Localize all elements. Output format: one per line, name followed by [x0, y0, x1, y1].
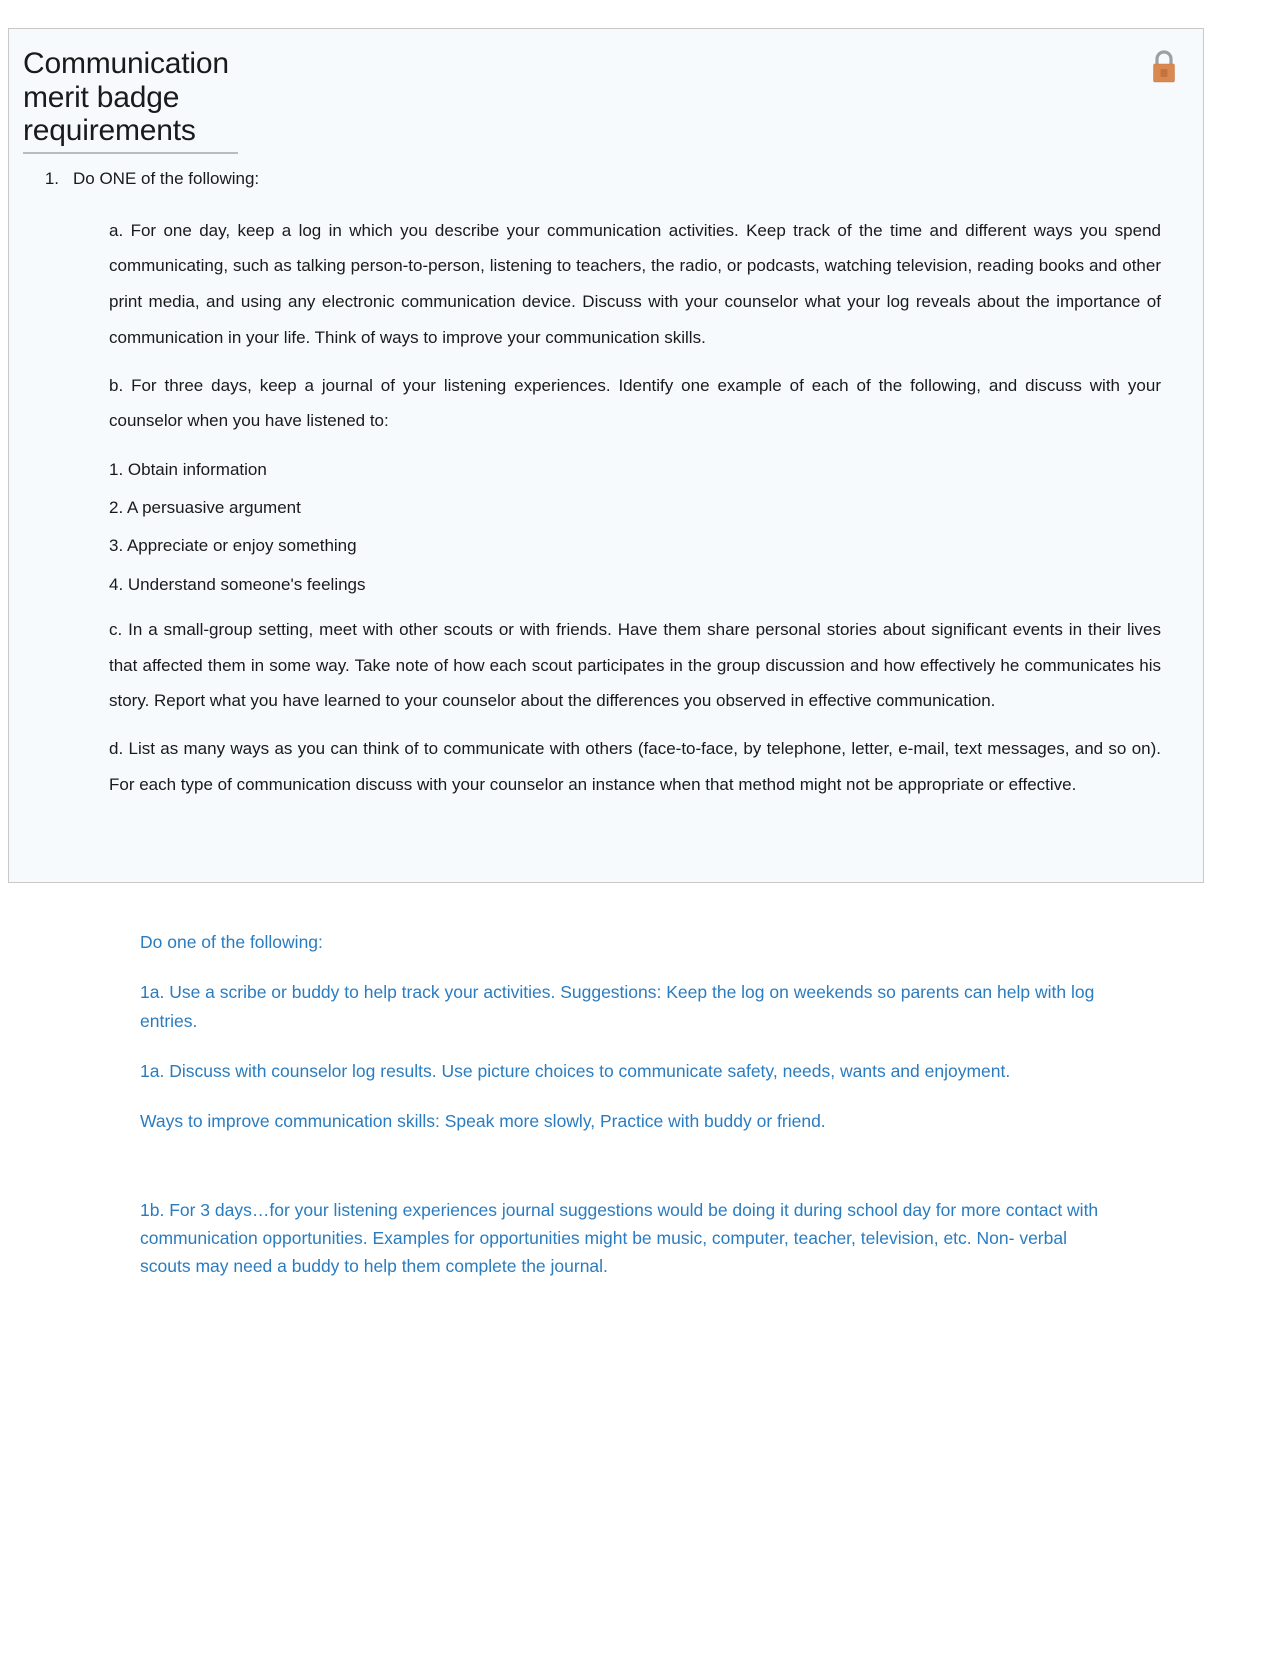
panel-body: [9, 159, 1203, 802]
panel-header: [9, 29, 1203, 159]
requirement-1: [35, 167, 1177, 191]
requirement-1c: c. In a small-group setting, meet with other scouts or with friends. Have them share personal stories about significant events in their lives that affected them in some way. Take note of how each scout participates in the group discussion and how effectively he communicates his story. Report what you have learned to your counselor about the differences you observed in effective communication.: [109, 619, 1161, 711]
requirement-1b-list: [109, 451, 1177, 604]
notes-heading: Do one of the following:: [140, 932, 323, 952]
notes-paragraph-1a-discuss: 1a. Discuss with counselor log results. Use picture choices to communicate safety, needs, wants and enjoyment.: [140, 1061, 1011, 1082]
list-item: 3. Appreciate or enjoy something: [109, 536, 357, 556]
notes-paragraph-1b-journal: 1b. For 3 days…for your listening experiences journal suggestions would be doing it during school day for more contact with communication opportunities. Examples for opportunities might be music, computer, teacher, television, etc. Non- verbal scouts may need a buddy to help them complete the journal.: [140, 1199, 1099, 1277]
list-item: 4. Understand someone's feelings: [109, 574, 366, 594]
requirement-1d: d. List as many ways as you can think of to communicate with others (face-to-face, by telephone, letter, e-mail, text messages, and so on). For each type of communication discuss with your counselor an instance when that method might not be appropriate or effective.: [109, 738, 1161, 794]
notes-paragraph-1a-scribe: 1a. Use a scribe or buddy to help track your activities. Suggestions: Keep the log on weekends so parents can help with log entries.: [140, 982, 1095, 1031]
lock-icon: [1149, 47, 1179, 87]
list-item: 2. A persuasive argument: [109, 498, 301, 518]
requirement-1a: a. For one day, keep a log in which you describe your communication activities. Keep track of the time and different ways you spend communicating, such as talking person-to-person, listening to teachers, the radio, or podcasts, watching television, reading books and other print media, and using any electronic communication device. Discuss with your counselor what your log reveals about the importance of communication in your life. Think of ways to improve your communication skills.: [109, 220, 1161, 347]
requirements-panel: [8, 28, 1204, 883]
requirement-lead-text: Do ONE of the following:: [73, 169, 260, 188]
counselor-notes: [140, 928, 1100, 1303]
page-title: Communication merit badge requirements: [23, 47, 238, 154]
requirement-number: 1.: [44, 169, 59, 188]
notes-paragraph-improve-skills: Ways to improve communication skills: Speak more slowly, Practice with buddy or friend.: [140, 1111, 826, 1132]
list-item: 1. Obtain information: [109, 459, 267, 479]
requirement-1b: b. For three days, keep a journal of your listening experiences. Identify one example of each of the following, and discuss with your counselor when you have listened to:: [109, 375, 1161, 431]
